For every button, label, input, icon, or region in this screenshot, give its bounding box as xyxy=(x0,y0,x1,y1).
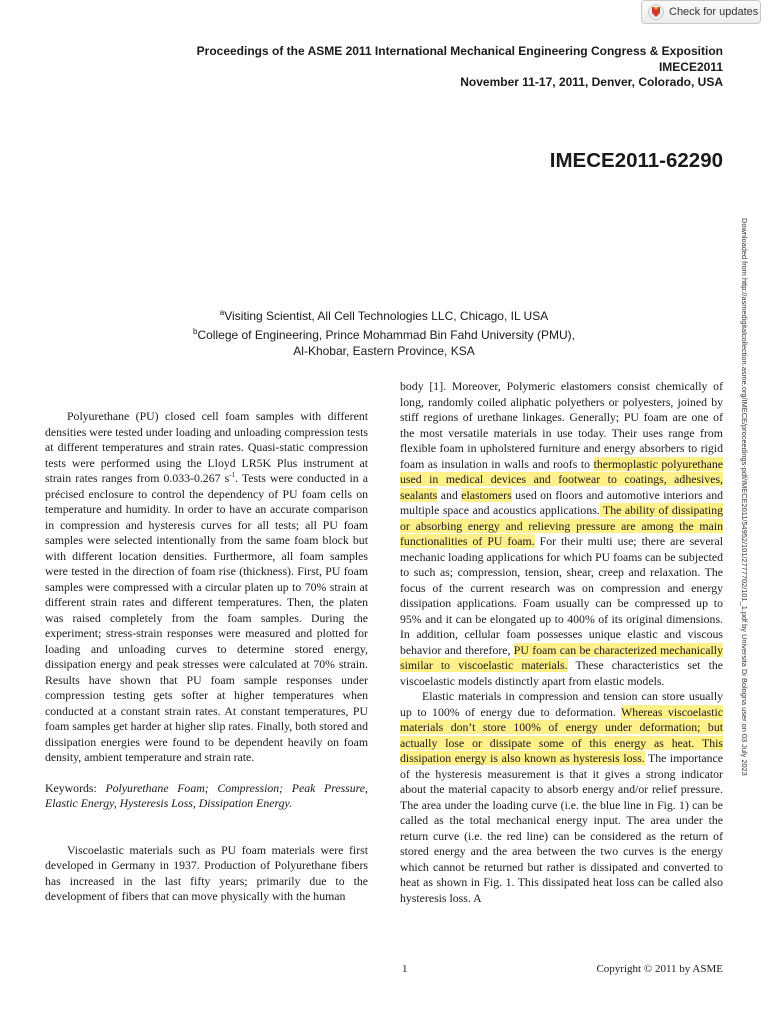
affiliation-b xyxy=(0,324,768,343)
affiliation-a-text: Visiting Scientist, All Cell Technologies LLC, Chicago, IL USA xyxy=(224,309,549,323)
proceedings-header xyxy=(197,44,723,91)
proceedings-title: Proceedings of the ASME 2011 International Mechanical Engineering Congress & Exposition xyxy=(196,44,723,58)
highlight-6: This dissipation energy is also known as hysteresis loss. xyxy=(400,735,723,765)
highlight-3: The ability of dissipating or absorbing energy and relieving pressure are among the main functionalities of PU foam. xyxy=(400,503,723,548)
check-for-updates-button[interactable] xyxy=(641,0,761,24)
affiliations xyxy=(0,305,768,359)
abstract-paragraph xyxy=(45,409,368,766)
conference-code: IMECE2011 xyxy=(658,59,723,74)
highlight-5: Whereas viscoelastic materials don’t store 100% of energy under deformation; but actually lose or dissipate some of this energy as heat. xyxy=(400,704,723,750)
check-updates-icon xyxy=(648,4,664,20)
affiliation-b-mark: b xyxy=(193,327,198,336)
affiliation-b-line2: Al-Khobar, Eastern Province, KSA xyxy=(293,344,475,358)
keywords-text: Polyurethane Foam; Compression; Peak Pressure, Elastic Energy, Hysteresis Loss, Dissipation Energy. xyxy=(45,780,368,810)
affiliation-a xyxy=(0,305,768,324)
abstract-text-1: Polyurethane (PU) closed cell foam samples with different densities were tested under loading and unloading compression tests at different temperatures and strain rates. Quasi-static compression tests were performed using the Lloyd LR5K Plus instrument at strain rates ranges from 0.033-0.267 s xyxy=(45,409,368,485)
highlight-4: PU foam can be characterized mechanically similar to viscoelastic materials. xyxy=(400,642,723,672)
left-column xyxy=(45,409,368,905)
highlight-2: elastomers xyxy=(461,487,512,502)
affiliation-a-mark: a xyxy=(219,308,225,317)
paper-id: IMECE2011-62290 xyxy=(549,149,723,172)
check-updates-label: Check for updates xyxy=(669,6,759,18)
p1-text-d: For their multi use; there are several mechanic loading applications for which PU foams can be subjected to such as; compression, tension, shear, creep and relaxation. The focus of the current research was on compression and energy dissipation applications. Foam usually can be compressed up to 95% and it can be elongated up to 400% of its original dimensions. In addition, cellular foam possesses unique elastic and viscous behavior and therefore, xyxy=(400,534,723,657)
affiliation-b-text: College of Engineering, Prince Mohammad Bin Fahd University (PMU), xyxy=(197,328,575,342)
p2-text-b: The importance of the hysteresis measurement is that it gives a strong indicator about the material capacity to absorb energy and/or relief pressure. The area under the loading curve (i.e. the blue line in Fig. 1) can be called as the total mechanical energy input. The area under the return curve (i.e. the red line) can be considered as the return of stored energy and the area between the two curves is the energy which cannot be returned but rather is dissipated and converted to heat as shown in Fig. 1. This dissipated heat loss can be called also hysteresis loss. A xyxy=(400,751,723,905)
p2-text-a: Elastic materials in compression and tension can store usually up to 100% of energy due to deformation. xyxy=(400,689,723,719)
p1-text-a: body [1]. Moreover, Polymeric elastomers consist chemically of long, randomly coiled aliphatic polyethers or polyesters, joined by stiff regions of urethane linkages. Generally; PU foam are one of the most versatile materials in use today. Their uses range from flexible foam in upholstered furniture and energy absorbers to rigid foam as insulation in walls and roofs to xyxy=(400,379,723,471)
right-paragraph-2 xyxy=(400,689,723,906)
intro-paragraph: Viscoelastic materials such as PU foam materials were first developed in Germany in 1937. Production of Polyurethane fibers has increased in the last fifty years; primarily due to the development of fibers that can move physically with the human xyxy=(45,842,368,903)
highlight-1: thermoplastic polyurethane used in medical devices and footwear to coatings, adhesives, sealants xyxy=(400,456,723,502)
keywords xyxy=(45,781,368,812)
abstract-superscript: -1 xyxy=(229,471,236,480)
download-notice: Downloaded from http://asmedigitalcollection.asme.org/IMECE/proceedings-pdf/IMECE2011/54952/101/2777702/101_1.pdf by Universita Di Bologna user on 03 July 2023 xyxy=(740,218,749,776)
conference-date-location: November 11-17, 2011, Denver, Colorado, USA xyxy=(460,75,723,89)
abstract-text-2: . Tests were conducted in a précised enclosure to control the dependency of PU foam cells on temperature and humidity. In order to have an accurate comparison in compression and hysteresis curves for all tests; all PU foam samples were selected intentionally from the same foam block but with different location densities. Furthermore, all foam samples were tested in the direction of foam rise (thickness). First, PU foam samples were compressed with a circular platen up to 70% strain at different strain rates and different temperatures. Then, the platen was raised completely from the foam samples. During the experiment; stress-strain responses were measured and plotted for loading and unloading curves to determine stored energy, dissipation energy and peak stresses were calculated at 70% strain. Results have shown that PU foam sample responses under compression testing gets softer at higher temperatures when conducted at a constant strain rates. At constant temperatures, PU foam samples get harder at higher slip rates. Finally, both stored and dissipation energies were found to be dependent heavily on foam density, ambient temperature and strain rate. xyxy=(45,471,368,764)
right-column xyxy=(400,379,723,906)
p1-text-b: and xyxy=(437,487,462,502)
copyright: Copyright © 2011 by ASME xyxy=(596,963,723,975)
page-number: 1 xyxy=(402,963,408,975)
keywords-label: Keywords: xyxy=(45,780,106,795)
p1-text-c: used on floors and automotive interiors and multiple space and acoustics applications. xyxy=(400,487,723,517)
right-paragraph-1 xyxy=(400,379,723,689)
p1-text-e: These characteristics set the viscoelastic models distinctly apart from elastic models. xyxy=(400,658,723,688)
